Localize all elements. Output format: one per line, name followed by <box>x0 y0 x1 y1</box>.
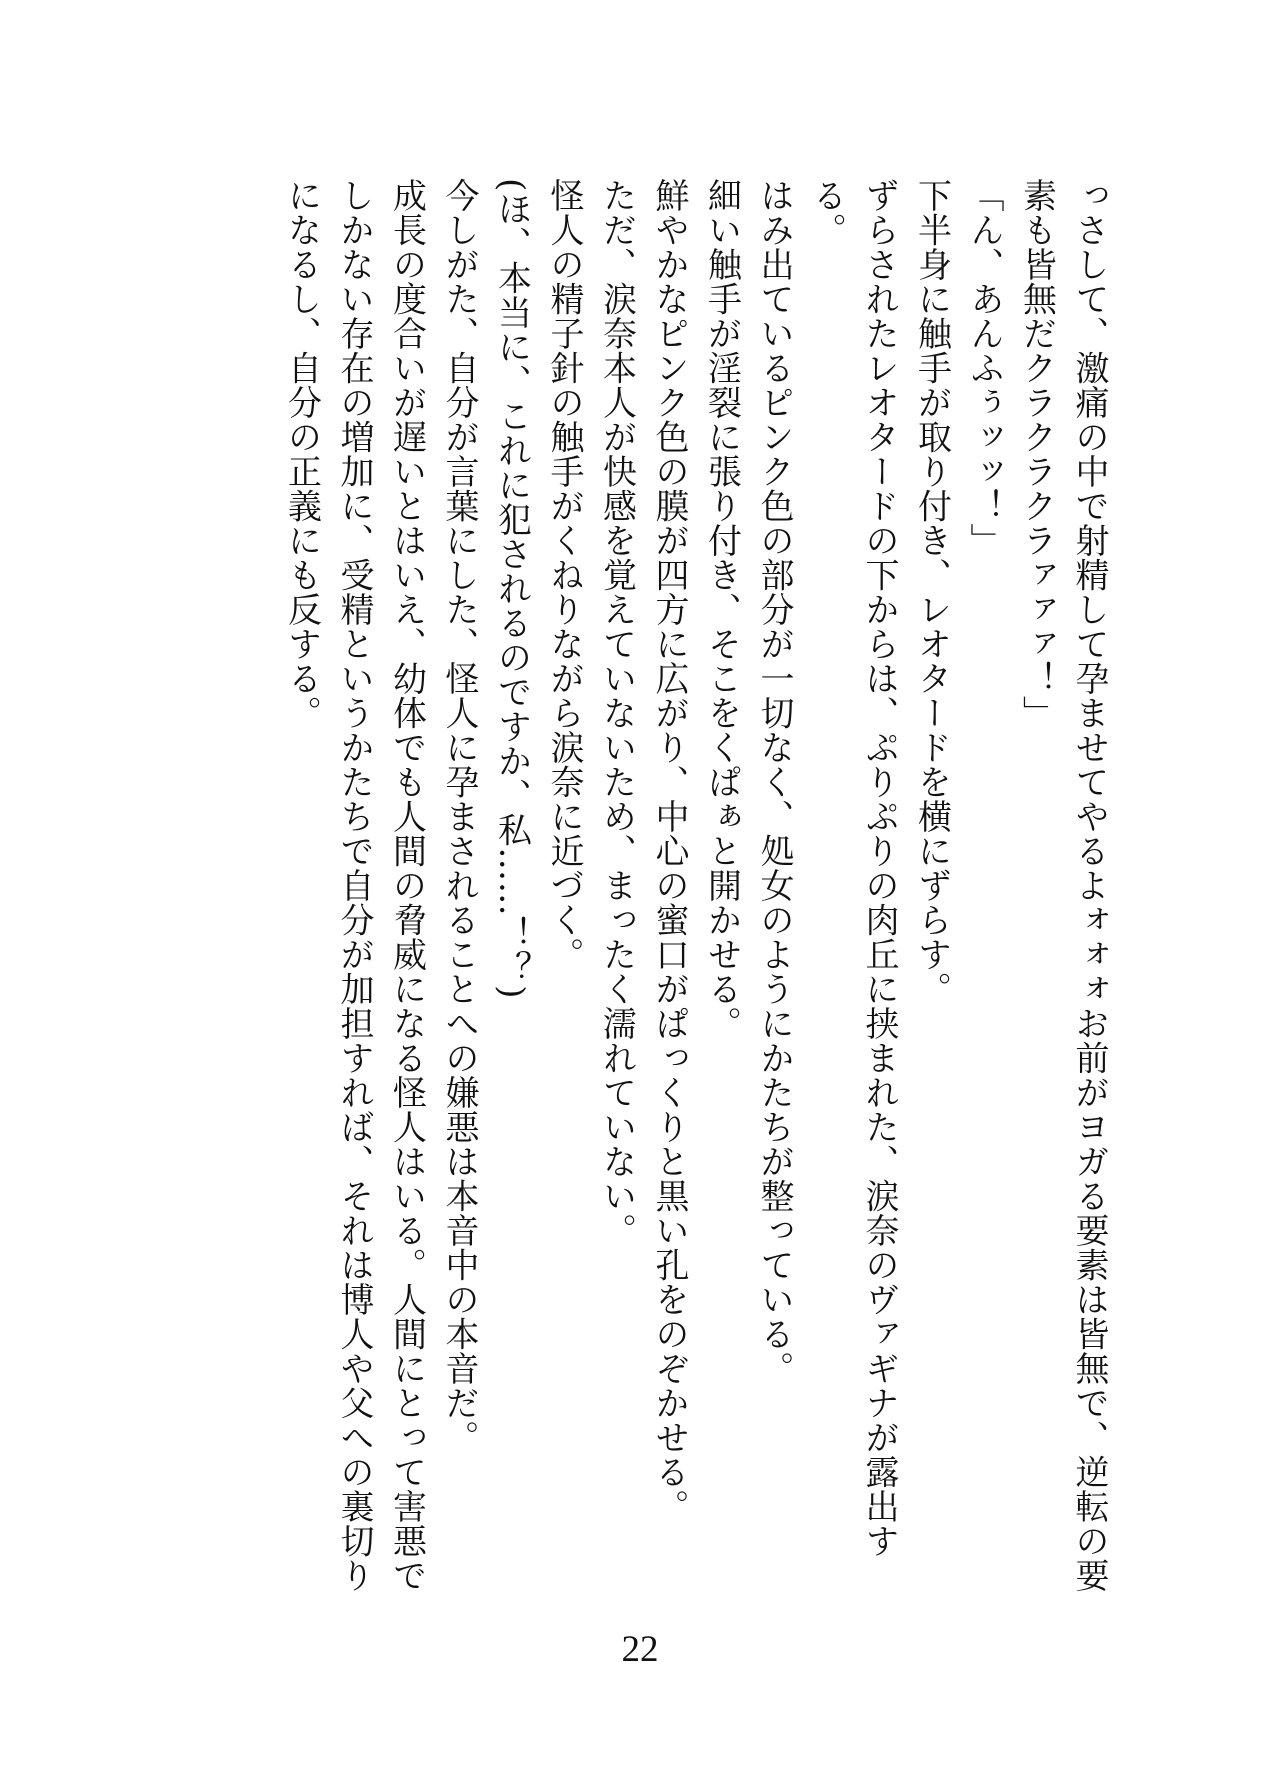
paragraph: 怪人の精子針の触手がくねりながら涙奈に近づく。 <box>544 178 584 972</box>
paragraph: っさして、激痛の中で射精して孕ませてやるよォォォお前がヨガる要素は皆無で、逆転の要素も皆無だクラクラクラァァァ！」 <box>1016 178 1109 1593</box>
paragraph: ずらされたレオタードの下からは、ぷりぷりの肉丘に挟まれた、涙奈のヴァギナが露出する。 <box>806 178 899 1558</box>
paragraph: 細い触手が淫裂に張り付き、そこをくぱぁと開かせる。 <box>701 178 742 1041</box>
paragraph: 今しがた、自分が言葉にした、怪人に孕まされることへの嫌悪は本音中の本音だ。 <box>439 178 479 1455</box>
page-number: 22 <box>621 1629 659 1670</box>
paragraph: 成長の度合いが遅いとはいえ、幼体でも人間の脅威になる怪人はいる。人間にとって害悪でしかない存在の増加に、受精というかたちで自分が加担すれば、それは博人や父への裏切りになるし、自分の正義にも反する。 <box>281 178 427 1593</box>
paragraph: 鮮やかなピンク色の膜が四方に広がり、中心の蜜口がぱっくりと黒い孔をのぞかせる。 <box>649 178 689 1524</box>
paragraph: はみ出ているピンク色の部分が一切なく、処女のようにかたちが整っている。 <box>754 178 794 1386</box>
paragraph: ただ、涙奈本人が快感を覚えていないため、まったく濡れていない。 <box>596 178 637 1248</box>
paragraph: (ほ、本当に、これに犯されるのですか、私……！？) <box>491 178 532 1000</box>
vertical-text-body <box>165 178 1115 1618</box>
paragraph: 下半身に触手が取り付き、レオタードを横にずらす。 <box>911 178 952 1006</box>
paragraph: 「ん、あんふぅッッ！」 <box>964 178 1004 558</box>
